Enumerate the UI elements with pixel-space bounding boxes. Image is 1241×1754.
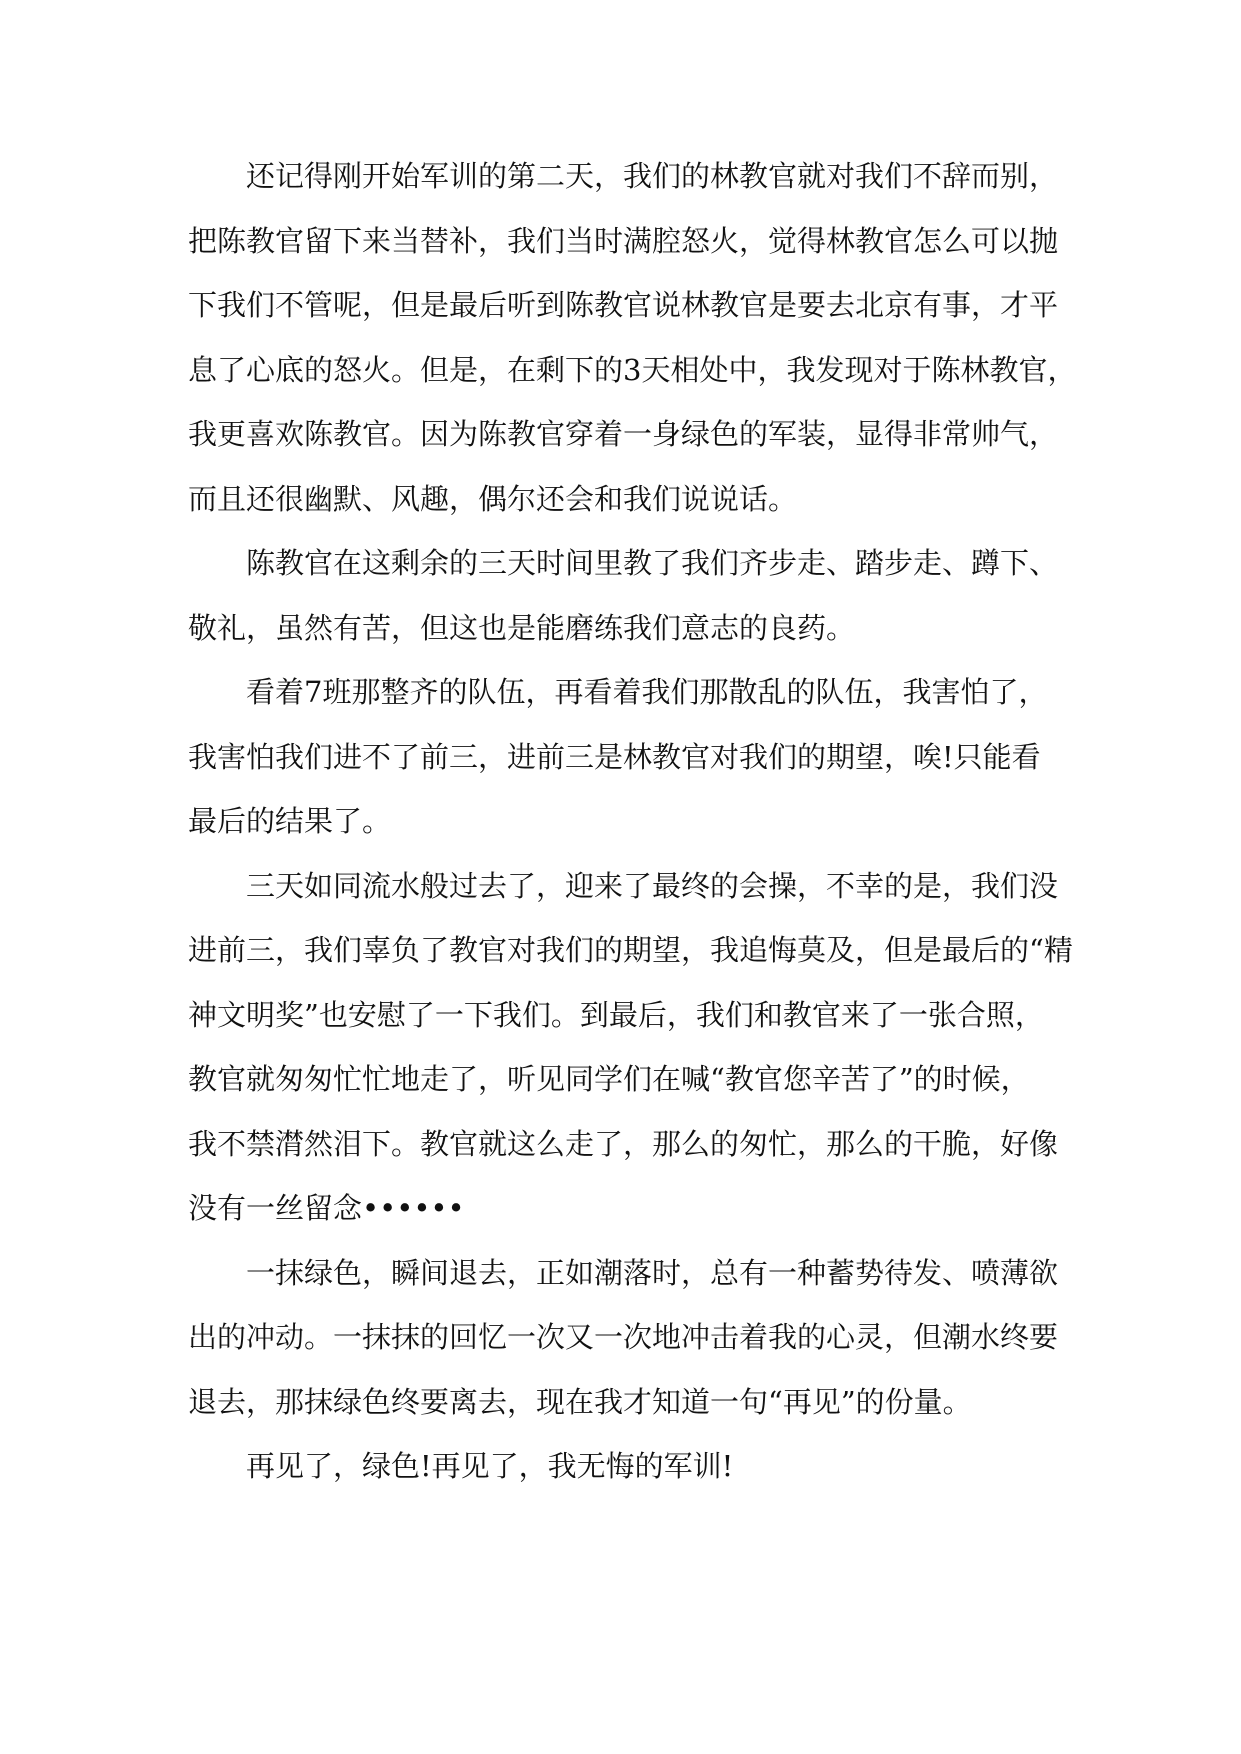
essay-body (188, 156, 1078, 1511)
paragraph-3-line-1: 看着7班那整齐的队伍，再看着我们那散乱的队伍，我害怕了， (246, 675, 1048, 709)
paragraph-1-line-3: 下我们不管呢，但是最后听到陈教官说林教官是要去北京有事，才平 (188, 288, 1059, 322)
paragraph-1-line-6: 而且还很幽默、风趣，偶尔还会和我们说说话。 (188, 481, 798, 516)
paragraph-1-line-5: 我更喜欢陈教官。因为陈教官穿着一身绿色的军装，显得非常帅气， (188, 417, 1059, 451)
paragraph-5-line-1: 一抹绿色，瞬间退去，正如潮落时，总有一种蓄势待发、喷薄欲 (246, 1255, 1059, 1290)
paragraph-3-line-3: 最后的结果了。 (188, 804, 392, 838)
paragraph-4-line-1: 三天如同流水般过去了，迎来了最终的会操，不幸的是，我们没 (246, 868, 1059, 903)
paragraph-1-line-1: 还记得刚开始军训的第二天，我们的林教官就对我们不辞而别， (246, 159, 1059, 193)
paragraph-2-line-2: 敬礼，虽然有苦，但这也是能磨练我们意志的良药。 (188, 610, 856, 645)
paragraph-3-line-2: 我害怕我们进不了前三，进前三是林教官对我们的期望，唉!只能看 (188, 739, 1041, 774)
paragraph-1-line-4: 息了心底的怒火。但是，在剩下的3天相处中，我发现对于陈林教官， (188, 352, 1077, 387)
paragraph-4-line-5: 我不禁潸然泪下。教官就这么走了，那么的匆忙，那么的干脆，好像 (188, 1126, 1059, 1161)
paragraph-5-line-3: 退去，那抹绿色终要离去，现在我才知道一句“再见”的份量。 (188, 1384, 972, 1419)
paragraph-6-line-1: 再见了，绿色!再见了，我无悔的军训! (246, 1449, 734, 1483)
paragraph-4-line-4: 教官就匆匆忙忙地走了，听见同学们在喊“教官您辛苦了”的时候， (188, 1062, 1030, 1096)
paragraph-4-line-6: 没有一丝留念•••••• (188, 1191, 465, 1225)
paragraph-2-line-1: 陈教官在这剩余的三天时间里教了我们齐步走、踏步走、蹲下、 (246, 546, 1059, 580)
paragraph-4-line-3: 神文明奖”也安慰了一下我们。到最后，我们和教官来了一张合照， (188, 997, 1044, 1032)
paragraph-4-line-2: 进前三，我们辜负了教官对我们的期望，我追悔莫及，但是最后的“精 (188, 933, 1073, 967)
paragraph-5-line-2: 出的冲动。一抹抹的回忆一次又一次地冲击着我的心灵，但潮水终要 (188, 1320, 1059, 1354)
paragraph-1-line-2: 把陈教官留下来当替补，我们当时满腔怒火，觉得林教官怎么可以抛 (188, 223, 1059, 258)
